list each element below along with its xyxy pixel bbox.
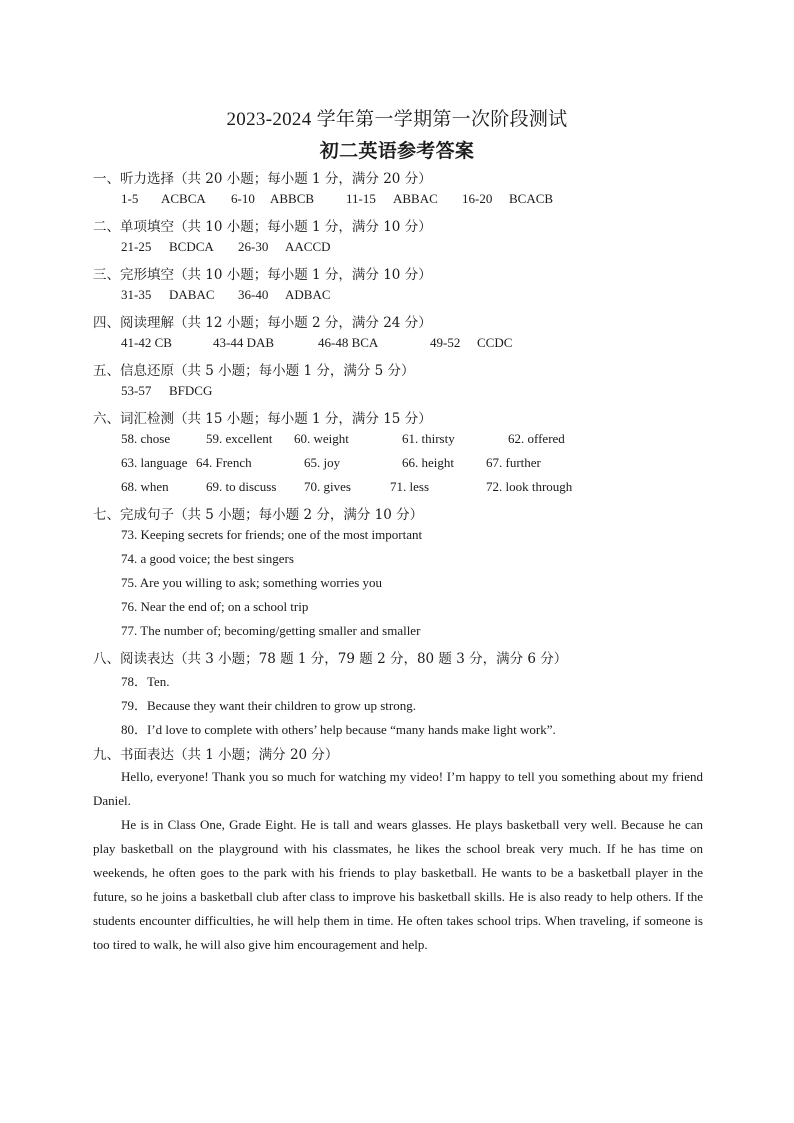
vocab-answer: 68. when — [121, 479, 169, 494]
section-heading-writing: 九、书面表达（共 1 小题；满分 20 分） — [93, 747, 339, 763]
answer-range: 11-15 — [346, 191, 376, 206]
answer-key: DABAC — [169, 287, 215, 302]
answer-key: BCACB — [509, 191, 554, 206]
answer-key: ABBAC — [393, 191, 438, 206]
section-heading-single-choice: 二、单项填空（共 10 小题；每小题 1 分，满分 10 分） — [93, 219, 432, 235]
vocab-answer: 60. weight — [294, 431, 349, 446]
answer-range: 53-57 — [121, 383, 152, 398]
reading-answer: 80．I’d love to complete with others’ help because “many hands make light work”. — [121, 722, 556, 737]
section-heading-vocabulary: 六、词汇检测（共 15 小题；每小题 1 分，满分 15 分） — [93, 411, 432, 427]
answer-key: 41-42 CB — [121, 335, 172, 350]
answer-range: 26-30 — [238, 239, 269, 254]
section-heading-reading: 四、阅读理解（共 12 小题；每小题 2 分，满分 24 分） — [93, 315, 432, 331]
sentence-answer: 75. Are you willing to ask; something worries you — [121, 575, 383, 590]
answer-key: CCDC — [477, 335, 513, 350]
answer-key: ABBCB — [270, 191, 315, 206]
answer-range: 49-52 — [430, 335, 461, 350]
sentence-answer: 74. a good voice; the best singers — [121, 551, 294, 566]
answer-key: ACBCA — [161, 191, 206, 206]
answer-key: AACCD — [285, 239, 331, 254]
essay-paragraph: He is in Class One, Grade Eight. He is tall and wears glasses. He plays basketball very well. Because he can play basketball on the playground with his classmates, he likes the school break very much. If he has time on weekends, he often goes to the park with his friends to play basketball. He wants to be a basketball player in the future, so he joins a basketball club after class to improve his basketball skills. He is also ready to help others. If the students encounter difficulties, he will help them in time. He often takes school trips. When traveling, if someone is too tired to walk, he will also give him encouragement and help. — [93, 817, 703, 952]
vocab-answer: 69. to discuss — [206, 479, 277, 494]
answer-key: ADBAC — [285, 287, 331, 302]
answer-range: 16-20 — [462, 191, 493, 206]
answer-key: 46-48 BCA — [318, 335, 379, 350]
answer-range: 6-10 — [231, 191, 255, 206]
sentence-answer: 76. Near the end of; on a school trip — [121, 599, 309, 614]
sentence-answer: 77. The number of; becoming/getting smaller and smaller — [121, 623, 421, 638]
vocab-answer: 72. look through — [486, 479, 573, 494]
section-heading-info-restore: 五、信息还原（共 5 小题；每小题 1 分，满分 5 分） — [93, 363, 415, 379]
answer-key: BFDCG — [169, 383, 213, 398]
section-heading-cloze: 三、完形填空（共 10 小题；每小题 1 分，满分 10 分） — [93, 267, 432, 283]
vocab-answer: 62. offered — [508, 431, 565, 446]
vocab-answer: 58. chose — [121, 431, 171, 446]
essay-paragraph: Hello, everyone! Thank you so much for watching my video! I’m happy to tell you something about my friend Daniel. — [93, 769, 703, 808]
vocab-answer: 63. language — [121, 455, 188, 470]
section-heading-sentences: 七、完成句子（共 5 小题；每小题 2 分，满分 10 分） — [93, 507, 424, 523]
model-essay — [93, 765, 703, 957]
vocab-answer: 59. excellent — [206, 431, 273, 446]
reading-answer: 78．Ten. — [121, 674, 170, 689]
reading-answer: 79．Because they want their children to grow up strong. — [121, 698, 416, 713]
document-title: 2023-2024 学年第一学期第一次阶段测试 — [226, 109, 568, 130]
vocab-answer: 67. further — [486, 455, 541, 470]
vocab-answer: 65. joy — [304, 455, 341, 470]
section-heading-listening: 一、听力选择（共 20 小题；每小题 1 分，满分 20 分） — [93, 171, 432, 187]
vocab-answer: 71. less — [390, 479, 429, 494]
answer-range: 21-25 — [121, 239, 152, 254]
answer-range: 36-40 — [238, 287, 269, 302]
section-heading-reading-expression: 八、阅读表达（共 3 小题；78 题 1 分，79 题 2 分，80 题 3 分，满分 6 分） — [93, 651, 568, 667]
vocab-answer: 64. French — [196, 455, 252, 470]
vocab-answer: 61. thirsty — [402, 431, 455, 446]
answer-key: BCDCA — [169, 239, 214, 254]
answer-range: 31-35 — [121, 287, 152, 302]
answer-range: 1-5 — [121, 191, 139, 206]
vocab-answer: 70. gives — [304, 479, 351, 494]
vocab-answer: 66. height — [402, 455, 454, 470]
document-subtitle: 初二英语参考答案 — [319, 140, 475, 162]
sentence-answer: 73. Keeping secrets for friends; one of the most important — [121, 527, 423, 542]
answer-key: 43-44 DAB — [213, 335, 275, 350]
